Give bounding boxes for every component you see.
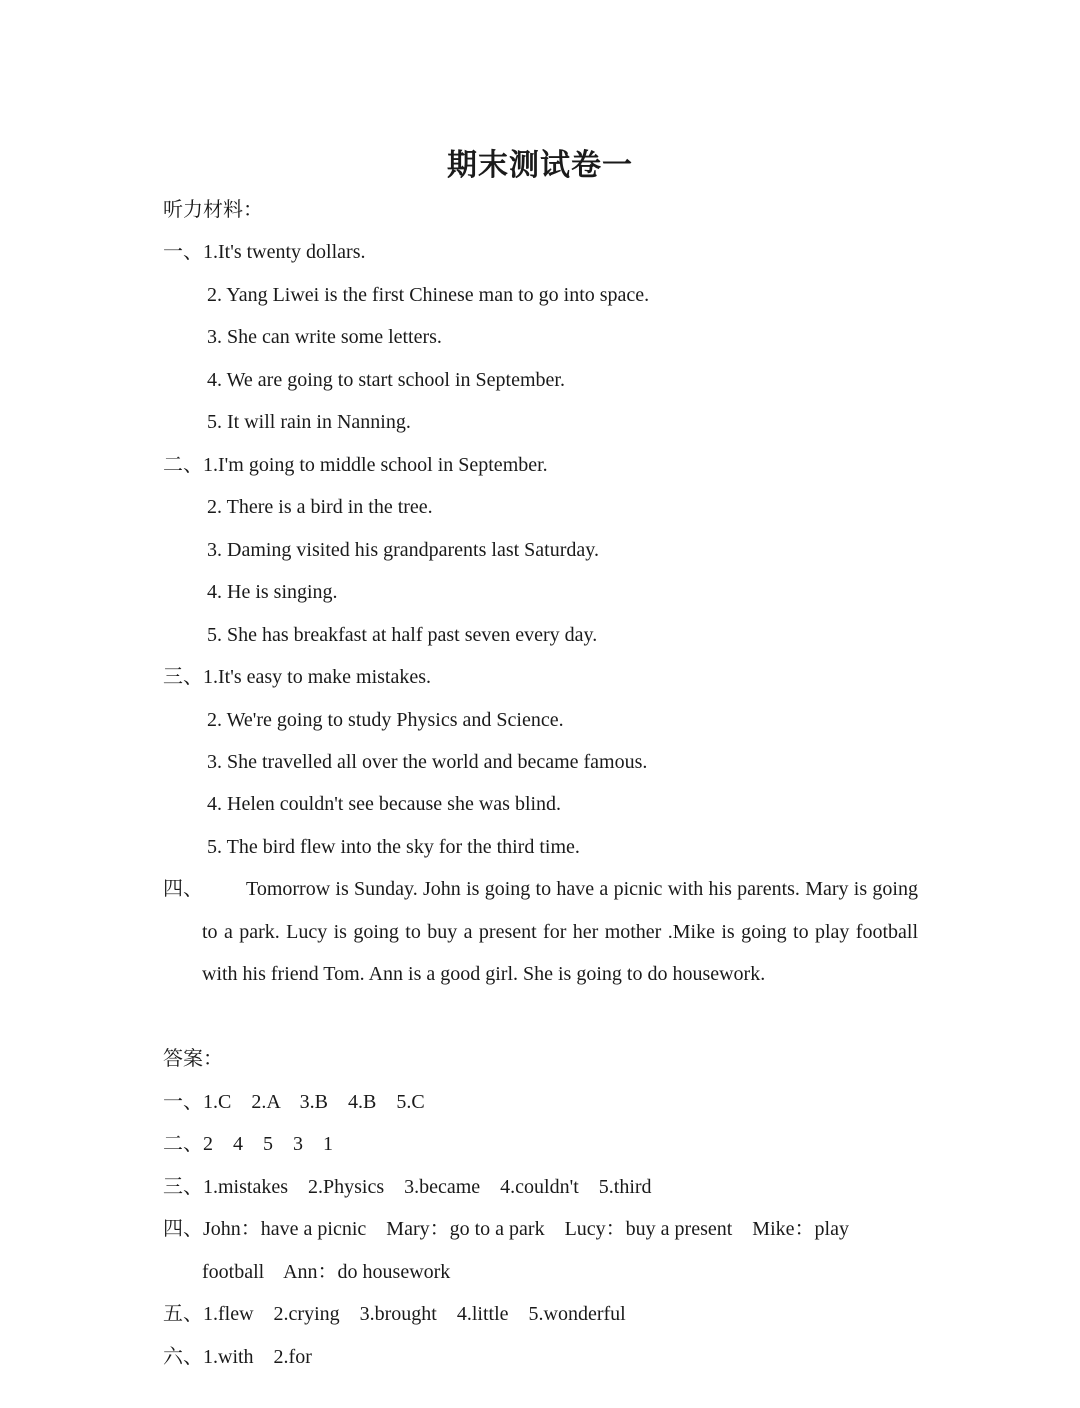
list-item: 2. Yang Liwei is the first Chinese man to go into space. [207,284,650,306]
list-item: 3. She can write some letters. [207,326,442,348]
answer-row-4-cont [202,1258,450,1286]
section-number: 二、 [163,454,203,476]
answers-label: 答案： [163,1048,223,1070]
section-1 [163,238,365,266]
list-item: 5. She has breakfast at half past seven every day. [207,624,598,646]
answer-row-5 [163,1300,626,1328]
list-item: 4. He is singing. [207,581,338,603]
section-2 [163,451,548,479]
list-item: 1.It's twenty dollars. [203,241,366,263]
section-3 [163,663,431,691]
section-number: 四、 [163,878,203,900]
list-item: 5. The bird flew into the sky for the third time. [207,836,580,858]
section-number: 四、 [163,1218,203,1240]
list-item: 2. There is a bird in the tree. [207,496,433,518]
list-item: 3. Daming visited his grandparents last Saturday. [207,539,599,561]
page-title: 期末测试卷一 [447,148,633,183]
answer-text: 1.flew 2.crying 3.brought 4.little 5.wonderful [203,1303,626,1325]
paragraph-text: Tomorrow is Sunday. John is going to have a picnic with his parents. Mary is going to a park. Lucy is going to buy a present for her mother .Mike is going to play football with his friend Tom. Ann is a good girl. She is going to do housework. [202,878,918,985]
answer-text: John：have a picnic Mary：go to a park Lucy：buy a present Mike：play [203,1218,849,1240]
answer-row-2 [163,1130,333,1158]
answer-text: 1.mistakes 2.Physics 3.became 4.couldn't 5.third [203,1176,652,1198]
answer-row-4 [163,1215,849,1243]
list-item: 3. She travelled all over the world and became famous. [207,751,648,773]
answer-text: 1.with 2.for [203,1346,312,1368]
section-number: 六、 [163,1346,203,1368]
section-number: 三、 [163,1176,203,1198]
list-item: 4. We are going to start school in September. [207,369,565,391]
answer-text: 2 4 5 3 1 [203,1133,333,1155]
section-4-paragraph [202,868,918,996]
list-item: 5. It will rain in Nanning. [207,411,411,433]
answer-text: football Ann：do housework [202,1261,451,1283]
section-number: 五、 [163,1303,203,1325]
list-item: 4. Helen couldn't see because she was blind. [207,793,562,815]
list-item: 1.I'm going to middle school in September. [203,454,548,476]
section-number: 一、 [163,241,203,263]
answer-text: 1.C 2.A 3.B 4.B 5.C [203,1091,425,1113]
list-item: 2. We're going to study Physics and Science. [207,709,564,731]
section-number: 二、 [163,1133,203,1155]
section-number: 三、 [163,666,203,688]
answer-row-6 [163,1343,312,1371]
section-number: 一、 [163,1091,203,1113]
listening-label: 听力材料： [163,199,263,221]
answer-row-1 [163,1088,425,1116]
answer-row-3 [163,1173,652,1201]
list-item: 1.It's easy to make mistakes. [203,666,431,688]
